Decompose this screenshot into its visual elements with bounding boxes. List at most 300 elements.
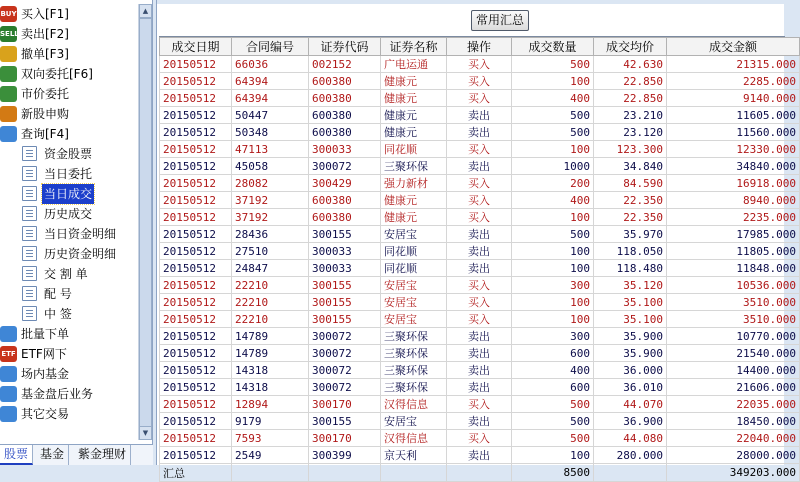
cell-operation: 买入 [447,430,512,447]
cell-operation: 买入 [447,209,512,226]
table-row[interactable] [160,294,800,311]
nav-item-etf[interactable] [0,344,138,364]
cell-amount: 2285.000 [667,73,800,90]
nav-item-label: 撤单[F3] [21,47,69,61]
table-row[interactable] [160,328,800,345]
cell-amount: 8940.000 [667,192,800,209]
nav-item-label: 其它交易 [21,407,70,421]
cell-security-name: 广电运通 [381,56,447,73]
cell-avg-price: 36.900 [594,413,667,430]
table-row[interactable] [160,447,800,464]
nav-item-label: 场内基金 [21,367,70,381]
cell-contract-no: 28082 [232,175,309,192]
cell-amount: 11560.000 [667,124,800,141]
cell-security-name: 京天利 [381,447,447,464]
cell-contract-no: 64394 [232,90,309,107]
document-icon [22,246,37,261]
etf-icon: ETF [0,346,17,362]
cell-trade-date: 20150512 [160,175,232,192]
empty-cell [232,464,309,482]
cell-security-code: 300155 [309,277,381,294]
cell-trade-date: 20150512 [160,56,232,73]
cell-contract-no: 28436 [232,226,309,243]
cell-quantity: 100 [512,311,594,328]
query-sub-item-label: 资金股票 [44,147,93,161]
cell-operation: 卖出 [447,379,512,396]
empty-cell [594,464,667,482]
tab-zijin-wealth[interactable]: 紫金理财 [74,445,131,465]
cell-operation: 卖出 [447,226,512,243]
cell-amount: 21315.000 [667,56,800,73]
query-sub-item-label: 当日委托 [44,167,93,181]
nav-item-label: 批量下单 [21,327,70,341]
query-sub-item[interactable] [0,244,138,264]
cell-security-name: 健康元 [381,107,447,124]
cell-operation: 卖出 [447,260,512,277]
cell-security-code: 300072 [309,345,381,362]
table-row[interactable] [160,90,800,107]
document-icon [22,286,37,301]
cell-amount: 11805.000 [667,243,800,260]
cell-operation: 买入 [447,73,512,90]
cell-operation: 卖出 [447,328,512,345]
cell-amount: 14400.000 [667,362,800,379]
cell-trade-date: 20150512 [160,243,232,260]
cell-avg-price: 22.350 [594,209,667,226]
market-order-icon [0,86,17,102]
cell-security-name: 同花顺 [381,141,447,158]
cell-amount: 22040.000 [667,430,800,447]
nav-item-exchange-fund[interactable] [0,364,138,384]
cell-security-name: 同花顺 [381,260,447,277]
cell-avg-price: 35.100 [594,294,667,311]
cell-security-code: 300072 [309,362,381,379]
cell-security-name: 安居宝 [381,413,447,430]
table-row[interactable] [160,107,800,124]
nav-item-label: 双向委托[F6] [21,67,93,81]
cell-security-code: 600380 [309,73,381,90]
cell-contract-no: 24847 [232,260,309,277]
cell-avg-price: 118.480 [594,260,667,277]
cell-security-name: 安居宝 [381,294,447,311]
table-row[interactable] [160,277,800,294]
cell-operation: 买入 [447,90,512,107]
cell-trade-date: 20150512 [160,107,232,124]
cell-contract-no: 12894 [232,396,309,413]
table-row[interactable] [160,379,800,396]
table-row[interactable] [160,141,800,158]
cell-security-code: 300033 [309,260,381,277]
cell-trade-date: 20150512 [160,192,232,209]
cell-contract-no: 7593 [232,430,309,447]
cell-avg-price: 280.000 [594,447,667,464]
nav-item-batch-order[interactable] [0,324,138,344]
cell-contract-no: 14318 [232,379,309,396]
query-sub-item[interactable] [0,304,138,324]
cell-security-code: 300072 [309,158,381,175]
cell-avg-price: 42.630 [594,56,667,73]
nav-item-label: 基金盘后业务 [21,387,94,401]
cell-security-name: 安居宝 [381,226,447,243]
tab-fund[interactable]: 基金 [36,445,69,465]
cell-contract-no: 22210 [232,294,309,311]
cell-quantity: 100 [512,260,594,277]
header-contract-no[interactable]: 合同编号 [232,38,309,56]
cell-quantity: 100 [512,141,594,158]
nav-item-label: 查询[F4] [21,127,69,141]
table-row[interactable] [160,192,800,209]
cell-trade-date: 20150512 [160,209,232,226]
cell-operation: 买入 [447,396,512,413]
cell-quantity: 100 [512,447,594,464]
query-icon [0,126,17,142]
total-row [160,464,800,482]
cell-security-name: 汉得信息 [381,430,447,447]
query-sub-item-label: 历史成交 [44,207,93,221]
cell-avg-price: 36.000 [594,362,667,379]
cell-trade-date: 20150512 [160,141,232,158]
cell-contract-no: 22210 [232,277,309,294]
query-sub-item[interactable] [0,204,138,224]
document-icon [22,166,37,181]
cell-quantity: 500 [512,430,594,447]
cell-quantity: 300 [512,277,594,294]
cell-security-name: 健康元 [381,124,447,141]
query-sub-item-label: 历史资金明细 [44,247,117,261]
cell-security-code: 300155 [309,311,381,328]
cell-operation: 卖出 [447,345,512,362]
empty-cell [309,464,381,482]
cell-contract-no: 22210 [232,311,309,328]
cell-operation: 卖出 [447,447,512,464]
cell-amount: 12330.000 [667,141,800,158]
cell-quantity: 500 [512,107,594,124]
empty-cell [447,464,512,482]
cell-amount: 22035.000 [667,396,800,413]
query-sub-item[interactable] [0,144,138,164]
fund-after-hours-icon [0,386,17,402]
other-trade-icon [0,406,17,422]
cell-operation: 卖出 [447,107,512,124]
cell-trade-date: 20150512 [160,158,232,175]
cell-quantity: 500 [512,396,594,413]
nav-item-sell[interactable] [0,24,138,44]
cell-trade-date: 20150512 [160,311,232,328]
cell-avg-price: 22.850 [594,73,667,90]
nav-item-label: 买入[F1] [21,7,69,21]
table-row[interactable] [160,243,800,260]
query-sub-item[interactable] [0,184,138,204]
cell-avg-price: 23.120 [594,124,667,141]
cell-security-name: 健康元 [381,209,447,226]
header-security-name[interactable]: 证券名称 [381,38,447,56]
cell-quantity: 400 [512,192,594,209]
cell-operation: 买入 [447,294,512,311]
cancel-order-icon [0,46,17,62]
document-icon [22,206,37,221]
table-row[interactable] [160,56,800,73]
cell-security-code: 600380 [309,90,381,107]
cell-security-code: 300155 [309,226,381,243]
cell-quantity: 600 [512,345,594,362]
table-row[interactable] [160,345,800,362]
total-quantity: 8500 [512,464,594,482]
nav-item-label: ETF网下 [21,347,67,361]
table-row[interactable] [160,73,800,90]
cell-amount: 28000.000 [667,447,800,464]
cell-quantity: 300 [512,328,594,345]
query-sub-item[interactable] [0,284,138,304]
cell-trade-date: 20150512 [160,447,232,464]
cell-security-code: 300155 [309,413,381,430]
tree-scrollbar[interactable] [138,4,152,440]
cell-operation: 买入 [447,311,512,328]
cell-contract-no: 47113 [232,141,309,158]
cell-security-name: 安居宝 [381,277,447,294]
cell-amount: 16918.000 [667,175,800,192]
cell-trade-date: 20150512 [160,73,232,90]
cell-amount: 17985.000 [667,226,800,243]
cell-contract-no: 45058 [232,158,309,175]
cell-avg-price: 36.010 [594,379,667,396]
query-sub-item[interactable] [0,264,138,284]
panel-top-strip [157,0,785,4]
cell-security-code: 002152 [309,56,381,73]
nav-item-label: 市价委托 [21,87,70,101]
cell-operation: 卖出 [447,158,512,175]
cell-security-code: 300399 [309,447,381,464]
table-row[interactable] [160,396,800,413]
cell-trade-date: 20150512 [160,226,232,243]
table-row[interactable] [160,226,800,243]
cell-trade-date: 20150512 [160,396,232,413]
cell-operation: 买入 [447,277,512,294]
nav-item-market-order[interactable] [0,84,138,104]
cell-security-name: 健康元 [381,73,447,90]
query-sub-item-label: 当日资金明细 [44,227,117,241]
table-row[interactable] [160,413,800,430]
cell-avg-price: 35.900 [594,328,667,345]
sell-icon: SELL [0,26,17,42]
cell-contract-no: 66036 [232,56,309,73]
cell-amount: 3510.000 [667,294,800,311]
cell-trade-date: 20150512 [160,90,232,107]
cell-trade-date: 20150512 [160,430,232,447]
cell-trade-date: 20150512 [160,379,232,396]
cell-avg-price: 35.900 [594,345,667,362]
cell-security-name: 三聚环保 [381,345,447,362]
cell-security-name: 同花顺 [381,243,447,260]
empty-cell [381,464,447,482]
query-sub-item[interactable] [0,224,138,244]
table-row[interactable] [160,175,800,192]
query-sub-item-label: 中 签 [44,307,72,321]
header-operation[interactable]: 操作 [447,38,512,56]
nav-item-other-trade[interactable] [0,404,138,424]
cell-avg-price: 35.120 [594,277,667,294]
table-row[interactable] [160,362,800,379]
cell-trade-date: 20150512 [160,260,232,277]
cell-avg-price: 35.100 [594,311,667,328]
cell-security-code: 600380 [309,107,381,124]
query-sub-item-label: 交 割 单 [44,267,88,281]
cell-amount: 34840.000 [667,158,800,175]
cell-quantity: 200 [512,175,594,192]
table-row[interactable] [160,430,800,447]
cell-contract-no: 9179 [232,413,309,430]
exchange-fund-icon [0,366,17,382]
cell-contract-no: 14789 [232,328,309,345]
cell-operation: 卖出 [447,243,512,260]
function-tree [0,4,138,440]
cell-contract-no: 50348 [232,124,309,141]
cell-security-code: 300170 [309,430,381,447]
cell-avg-price: 84.590 [594,175,667,192]
cell-avg-price: 44.080 [594,430,667,447]
header-security-code[interactable]: 证券代码 [309,38,381,56]
total-label: 汇总 [160,464,232,482]
cell-quantity: 100 [512,294,594,311]
common-summary-button[interactable]: 常用汇总 [471,10,529,31]
cell-security-code: 300155 [309,294,381,311]
cell-security-code: 300033 [309,243,381,260]
cell-operation: 买入 [447,56,512,73]
nav-item-buy[interactable] [0,4,138,24]
cell-security-code: 300072 [309,328,381,345]
cell-avg-price: 123.300 [594,141,667,158]
document-icon [22,186,37,201]
ipo-subscription-icon [0,106,17,122]
cell-amount: 18450.000 [667,413,800,430]
trade-records-panel [156,0,796,480]
cell-operation: 买入 [447,175,512,192]
cell-security-name: 强力新材 [381,175,447,192]
cell-avg-price: 22.350 [594,192,667,209]
cell-security-name: 汉得信息 [381,396,447,413]
table-row[interactable] [160,311,800,328]
nav-item-fund-after-hours[interactable] [0,384,138,404]
cell-security-code: 300033 [309,141,381,158]
cell-operation: 卖出 [447,124,512,141]
batch-order-icon [0,326,17,342]
cell-amount: 21606.000 [667,379,800,396]
cell-security-name: 健康元 [381,192,447,209]
nav-item-query[interactable] [0,124,138,144]
market-tabs [0,444,153,465]
cell-security-code: 300072 [309,379,381,396]
cell-quantity: 100 [512,243,594,260]
cell-amount: 3510.000 [667,311,800,328]
cell-amount: 10770.000 [667,328,800,345]
cell-avg-price: 44.070 [594,396,667,413]
query-sub-item[interactable] [0,164,138,184]
cell-operation: 卖出 [447,362,512,379]
query-sub-item-label: 当日成交 [42,184,94,204]
cell-quantity: 400 [512,362,594,379]
cell-quantity: 1000 [512,158,594,175]
cell-quantity: 100 [512,209,594,226]
table-row[interactable] [160,209,800,226]
cell-amount: 10536.000 [667,277,800,294]
table-row[interactable] [160,158,800,175]
cell-quantity: 500 [512,56,594,73]
cell-trade-date: 20150512 [160,294,232,311]
two-way-order-icon [0,66,17,82]
cell-operation: 买入 [447,192,512,209]
nav-item-two-way-order[interactable] [0,64,138,84]
cell-quantity: 100 [512,73,594,90]
navigation-panel [0,0,153,465]
document-icon [22,306,37,321]
header-trade-date[interactable]: 成交日期 [160,38,232,56]
trade-table [159,37,800,482]
table-header-row [160,38,800,56]
scroll-down-icon[interactable]: ▼ [139,426,152,440]
cell-operation: 卖出 [447,413,512,430]
cell-amount: 11848.000 [667,260,800,277]
cell-avg-price: 23.210 [594,107,667,124]
cell-contract-no: 2549 [232,447,309,464]
cell-avg-price: 34.840 [594,158,667,175]
cell-amount: 2235.000 [667,209,800,226]
cell-quantity: 500 [512,124,594,141]
cell-security-code: 600380 [309,192,381,209]
cell-avg-price: 22.850 [594,90,667,107]
cell-contract-no: 37192 [232,192,309,209]
cell-contract-no: 64394 [232,73,309,90]
cell-trade-date: 20150512 [160,328,232,345]
header-avg-price[interactable]: 成交均价 [594,38,667,56]
cell-operation: 买入 [447,141,512,158]
cell-contract-no: 37192 [232,209,309,226]
cell-trade-date: 20150512 [160,345,232,362]
cell-trade-date: 20150512 [160,277,232,294]
scroll-thumb[interactable] [139,18,152,428]
cell-security-code: 300170 [309,396,381,413]
scroll-up-icon[interactable]: ▲ [139,4,152,18]
cell-security-code: 300429 [309,175,381,192]
nav-item-cancel-order[interactable] [0,44,138,64]
cell-trade-date: 20150512 [160,362,232,379]
nav-item-ipo-subscription[interactable] [0,104,138,124]
cell-security-name: 健康元 [381,90,447,107]
table-row[interactable] [160,124,800,141]
buy-icon: BUY [0,6,17,22]
nav-item-label: 新股申购 [21,107,70,121]
cell-trade-date: 20150512 [160,124,232,141]
header-amount[interactable]: 成交金额 [667,38,800,56]
document-icon [22,226,37,241]
cell-security-name: 三聚环保 [381,328,447,345]
cell-quantity: 600 [512,379,594,396]
nav-item-label: 卖出[F2] [21,27,69,41]
cell-security-name: 三聚环保 [381,379,447,396]
cell-security-code: 600380 [309,209,381,226]
cell-avg-price: 118.050 [594,243,667,260]
cell-security-name: 安居宝 [381,311,447,328]
cell-contract-no: 14789 [232,345,309,362]
cell-quantity: 500 [512,226,594,243]
cell-amount: 21540.000 [667,345,800,362]
cell-security-name: 三聚环保 [381,362,447,379]
cell-quantity: 400 [512,90,594,107]
header-quantity[interactable]: 成交数量 [512,38,594,56]
cell-amount: 11605.000 [667,107,800,124]
cell-contract-no: 14318 [232,362,309,379]
table-row[interactable] [160,260,800,277]
tab-stock[interactable]: 股票 [0,445,33,465]
cell-avg-price: 35.970 [594,226,667,243]
